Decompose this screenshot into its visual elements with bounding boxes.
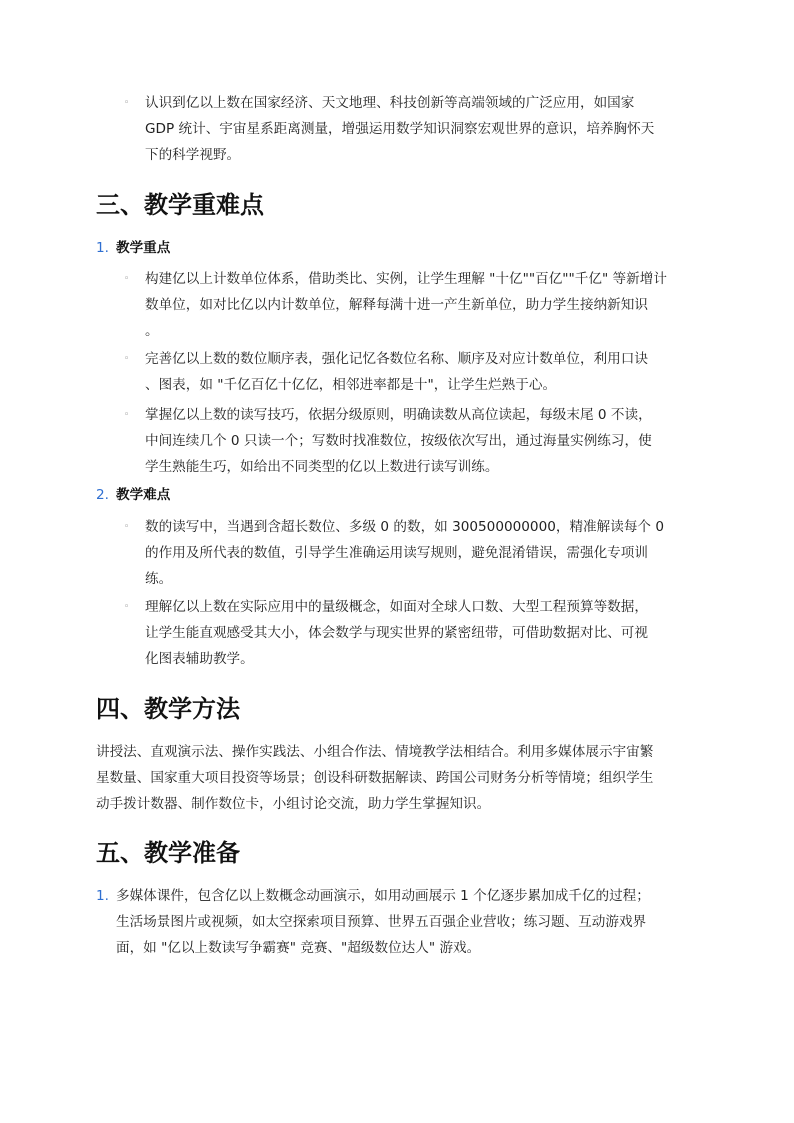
bullet-text: 完善亿以上数的数位顺序表，强化记忆各数位名称、顺序及对应计数单位，利用口诀 、图表，如 "千亿百亿十亿亿，相邻进率都是十"，让学生烂熟于心。 [145, 351, 648, 393]
bullet-marker: ◦ [124, 410, 130, 420]
bullet-marker: ◦ [124, 274, 130, 284]
bullet-marker: ◦ [124, 98, 130, 108]
section-heading-5: 五、教学准备 [96, 839, 240, 867]
bullet-marker: ◦ [124, 354, 130, 364]
item-number: 1. [96, 240, 109, 256]
item-number: 1. [96, 888, 109, 904]
teaching-methods-paragraph: 讲授法、直观演示法、操作实践法、小组合作法、情境教学法相结合。利用多媒体展示宇宙繁 星数量、国家重大项目投资等场景；创设科研数据解读、跨国公司财务分析等情境；组织学生 动手拨计数器、制作数位卡，小组讨论交流，助力学生掌握知识。 [96, 744, 654, 812]
bullet-text: 认识到亿以上数在国家经济、天文地理、科技创新等高端领域的广泛应用，如国家 GDP 统计、宇宙星系距离测量，增强运用数学知识洞察宏观世界的意识，培养胸怀天 下的科学视野。 [145, 95, 655, 163]
item-title: 教学难点 [116, 487, 171, 503]
bullet-text: 数的读写中，当遇到含超长数位、多级 0 的数，如 300500000000，精准解读每个 0 的作用及所代表的数值，引导学生准确运用读写规则，避免混淆错误，需强化专项训 练。 [145, 519, 664, 587]
bullet-marker: ◦ [124, 522, 130, 532]
item-title: 教学重点 [116, 240, 171, 256]
bullet-text: 构建亿以上计数单位体系，借助类比、实例，让学生理解 "十亿""百亿""千亿" 等新增计 数单位，如对比亿以内计数单位，解释每满十进一产生新单位，助力学生接纳新知识 。 [145, 271, 667, 339]
bullet-marker: ◦ [124, 602, 130, 612]
section-heading-4: 四、教学方法 [96, 695, 240, 723]
item-number: 2. [96, 487, 109, 503]
bullet-text: 掌握亿以上数的读写技巧，依据分级原则，明确读数从高位读起，每级末尾 0 不读， 中间连续几个 0 只读一个；写数时找准数位，按级依次写出，通过海量实例练习，使 学生熟能生巧，如给出不同类型的亿以上数进行读写训练。 [145, 407, 652, 475]
bullet-text: 理解亿以上数在实际应用中的量级概念，如面对全球人口数、大型工程预算等数据， 让学生能直观感受其大小，体会数学与现实世界的紧密纽带，可借助数据对比、可视 化图表辅助教学。 [145, 599, 648, 667]
item-text: 多媒体课件，包含亿以上数概念动画演示，如用动画展示 1 个亿逐步累加成千亿的过程； 生活场景图片或视频，如太空探索项目预算、世界五百强企业营收；练习题、互动游戏界 面，如 "亿以上数读写争霸赛" 竞赛、"超级数位达人" 游戏。 [116, 888, 650, 956]
section-heading-3: 三、教学重难点 [96, 191, 264, 219]
